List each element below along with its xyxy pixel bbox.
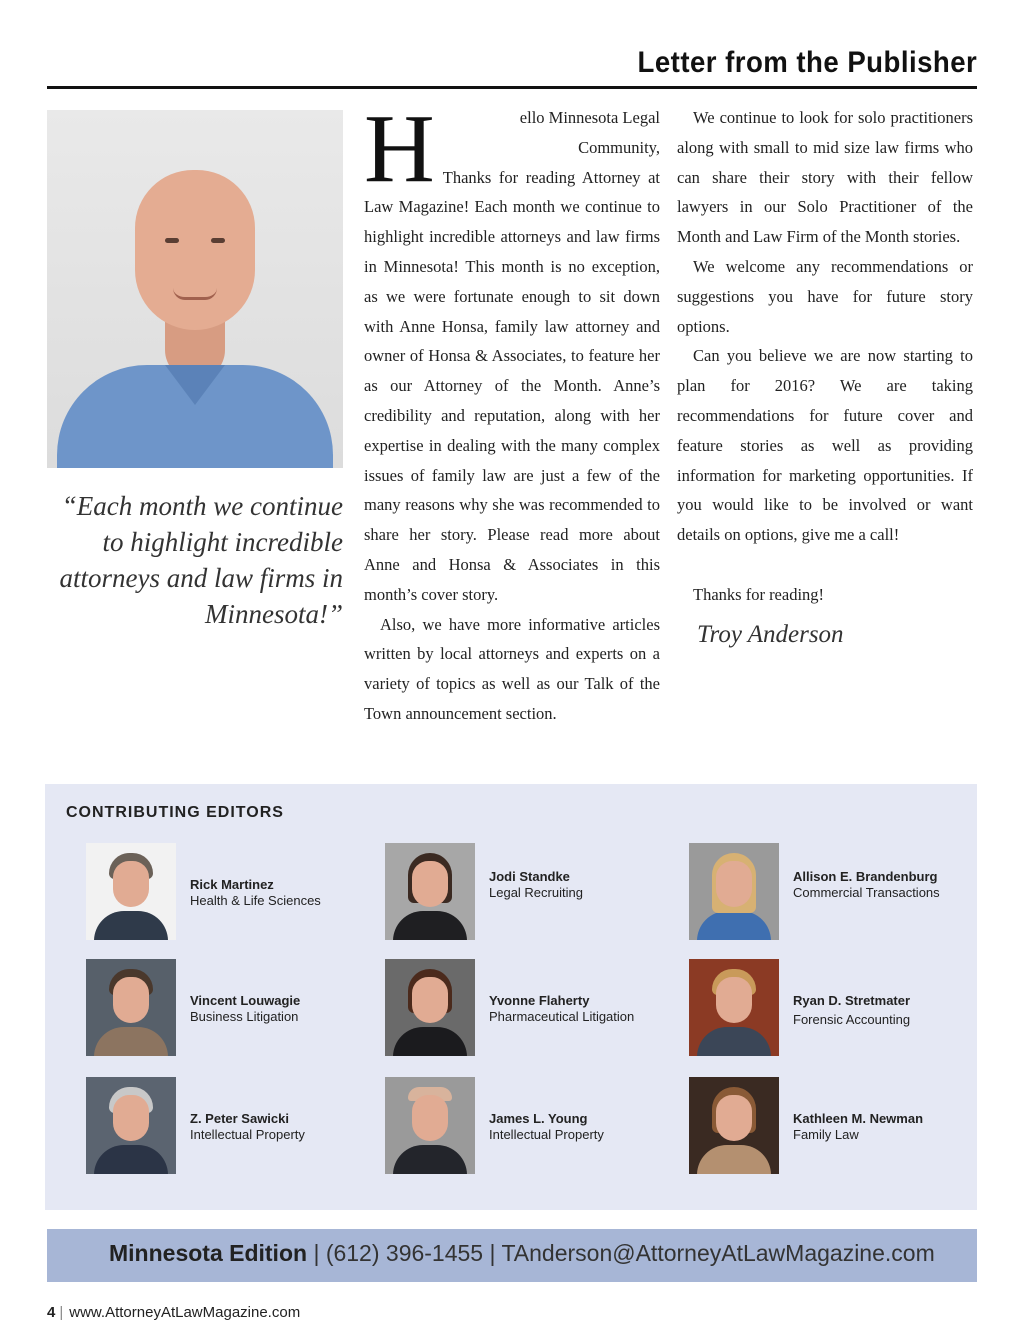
editor-photo — [385, 843, 475, 940]
letter-spacer — [677, 550, 973, 580]
editor-name: Allison E. Brandenburg — [793, 869, 938, 884]
edition-contact-bar — [47, 1229, 977, 1282]
editor-area: Health & Life Sciences — [190, 893, 321, 908]
editor-area: Commercial Transactions — [793, 885, 940, 900]
editor-card — [86, 1077, 376, 1177]
editor-name: Yvonne Flaherty — [489, 993, 590, 1008]
letter-column-1 — [364, 95, 660, 729]
portrait-head — [135, 170, 255, 330]
editor-photo — [689, 843, 779, 940]
editor-photo — [689, 1077, 779, 1174]
editor-name: Z. Peter Sawicki — [190, 1111, 289, 1126]
website-link[interactable]: www.AttorneyAtLawMagazine.com — [69, 1304, 301, 1321]
editor-photo — [689, 959, 779, 1056]
editor-card — [86, 843, 376, 943]
editors-heading: CONTRIBUTING EDITORS — [66, 804, 284, 821]
letter-paragraph-4: We welcome any recommendations or suggestions you have for future story options. — [677, 256, 973, 336]
contact-info[interactable]: | (612) 396-1455 | TAnderson@AttorneyAtLawMagazine.com — [313, 1240, 935, 1266]
editor-name: James L. Young — [489, 1111, 588, 1126]
drop-cap: H — [364, 95, 435, 203]
editor-name: Rick Martinez — [190, 877, 274, 892]
editor-area: Intellectual Property — [190, 1127, 305, 1142]
editor-photo — [385, 959, 475, 1056]
letter-paragraph-5: Can you believe we are now starting to plan for 2016? We are taking recommendations for future cover and feature stories as well as providing information for marketing opportunities. If you would like to be involved or want details on options, give me a call! — [677, 346, 973, 545]
publisher-portrait — [47, 110, 343, 468]
edition-label: Minnesota Edition — [109, 1240, 308, 1266]
page-title: Letter from the Publisher — [637, 46, 977, 79]
editor-area: Intellectual Property — [489, 1127, 604, 1142]
editor-card — [385, 1077, 675, 1177]
editor-photo — [86, 843, 176, 940]
contributing-editors-panel — [45, 784, 977, 1210]
editor-card — [385, 843, 675, 943]
editor-area: Pharmaceutical Litigation — [489, 1009, 635, 1024]
portrait-eye-left — [165, 238, 179, 243]
editor-name: Vincent Louwagie — [190, 993, 301, 1008]
editor-card — [689, 959, 979, 1059]
letter-paragraph-2: Also, we have more informative articles written by local attorneys and experts on a variety of topics as well as our Talk of the Town announcement section. — [364, 614, 660, 723]
letter-paragraph-3: We continue to look for solo practitioners along with small to mid size law firms who can share their story with their fellow lawyers in our Solo Practitioner of the Month and Law Firm of the Month stories. — [677, 108, 973, 247]
editor-card — [86, 959, 376, 1059]
editor-card — [689, 843, 979, 943]
letter-column-2 — [677, 103, 973, 652]
editor-area: Forensic Accounting — [793, 1012, 911, 1027]
editor-area: Business Litigation — [190, 1009, 299, 1024]
editor-card — [385, 959, 675, 1059]
portrait-smile — [173, 288, 217, 300]
editor-name: Ryan D. Stretmater — [793, 993, 911, 1008]
editor-photo — [86, 959, 176, 1056]
page-number: 4 — [47, 1304, 56, 1321]
editor-area: Family Law — [793, 1127, 859, 1142]
editor-area: Legal Recruiting — [489, 885, 583, 900]
pull-quote: “Each month we continue to highlight incredible attorneys and law firms in Minnesota!” — [59, 491, 343, 629]
letter-closing: Thanks for reading! — [693, 584, 825, 604]
editor-name: Jodi Standke — [489, 869, 570, 884]
letter-paragraph-1: Thanks for reading Attorney at Law Magazine! Each month we continue to highlight incredible attorneys and law firms in Minnesota! This month is no exception, as we were fortunate enough to sit down with Anne Honsa, family law attorney and owner of Honsa & Associates, to feature her as our Attorney of the Month. Anne’s credibility and reputation, along with her expertise in dealing with the many complex issues of family law are just a few of the many reasons why she was recommended to share her story. Please read more about Anne and Honsa & Associates in this month’s cover story. — [364, 167, 660, 604]
publisher-signature: Troy Anderson — [697, 620, 844, 648]
page-footer — [47, 1304, 300, 1321]
editor-photo — [86, 1077, 176, 1174]
editor-name: Kathleen M. Newman — [793, 1111, 924, 1126]
editor-card — [689, 1077, 979, 1177]
header-divider — [47, 86, 977, 89]
letter-salutation: ello Minnesota Legal Community, — [519, 108, 660, 157]
footer-separator: | — [59, 1304, 64, 1321]
editor-photo — [385, 1077, 475, 1174]
portrait-eye-right — [211, 238, 225, 243]
